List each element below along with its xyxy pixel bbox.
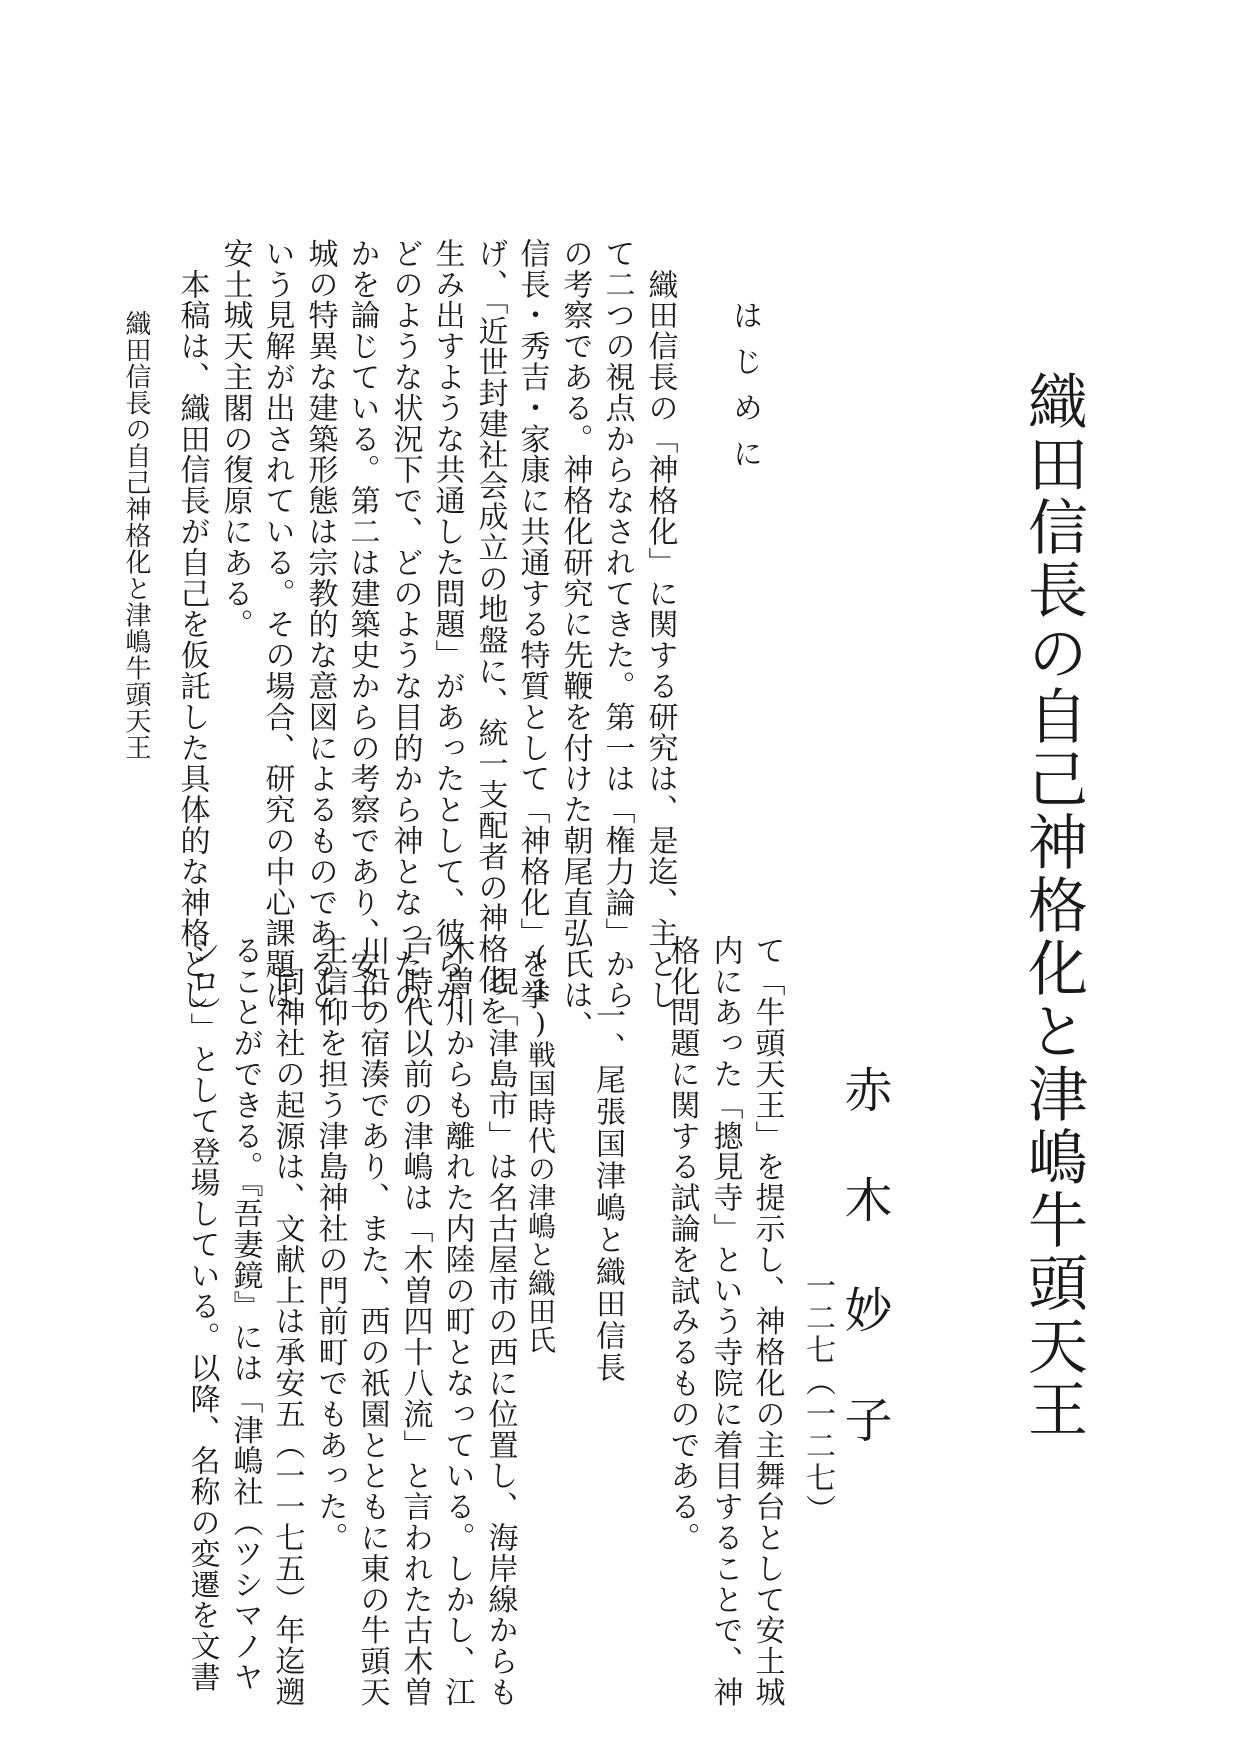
intro-heading: はじめに bbox=[727, 300, 762, 484]
intro-line: 信長・秀吉・家康に共通する特質として「神格化」を挙 bbox=[514, 238, 550, 1011]
page-number: 一二七（一二七） bbox=[800, 1270, 835, 1526]
section-line: ることができる。『吾妻鏡』には「津嶋社（ツシマノヤ bbox=[227, 935, 263, 1693]
intro-line: の考察である。神格化研究に先鞭を付けた朝尾直弘氏は、 bbox=[557, 238, 593, 1042]
intro-line: どのような状況下で、どのような目的から神となったの bbox=[387, 238, 423, 1011]
intro-line: かを論じている。第二は建築史からの考察であり、安土 bbox=[344, 238, 380, 1011]
intro-line: げ、「近世封建社会成立の地盤に、統一支配者の神格化を bbox=[472, 238, 508, 1027]
intro-line: いう見解が出されている。その場合、研究の中心課題は bbox=[259, 238, 295, 1011]
section-line: 王信仰を担う津島神社の門前町でもあった。 bbox=[312, 935, 348, 1553]
intro-line: て二つの視点からなされてきた。第一は「権力論」から bbox=[599, 238, 635, 1011]
continuation-line: 内にあった「摠見寺」という寺院に着目することで、神 bbox=[707, 935, 743, 1708]
intro-line: 織田信長の「神格化」に関する研究は、是迄、主とし bbox=[642, 238, 678, 1011]
continuation-line: て「牛頭天王」を提示し、神格化の主舞台として安土城 bbox=[749, 935, 785, 1708]
section-line: シロ）」として登場している。以降、名称の変遷を文書 bbox=[184, 935, 220, 1693]
intro-line: 城の特異な建築形態は宗教的な意図によるものであると bbox=[302, 238, 338, 1011]
section-line: 木曽川からも離れた内陸の町となっている。しかし、江 bbox=[439, 935, 475, 1708]
intro-line: 安土城天主閣の復原にある。 bbox=[217, 238, 253, 640]
running-head: 織田信長の自己神格化と津嶋牛頭天王 bbox=[121, 310, 151, 761]
section-line: 現「津島市」は名古屋市の西に位置し、海岸線からも bbox=[482, 935, 518, 1708]
subsection-heading: (1)戦国時代の津嶋と織田氏 bbox=[524, 940, 557, 1354]
continuation-line: 格化問題に関する試論を試みるものである。 bbox=[664, 935, 700, 1553]
intro-line: 本稿は、織田信長が自己を仮託した具体的な神格とし bbox=[174, 238, 210, 1011]
author-name: 赤木妙子 bbox=[836, 1065, 892, 1505]
article-title: 織田信長の自己神格化と津嶋牛頭天王 bbox=[1018, 370, 1088, 1441]
intro-line: 生み出すような共通した問題」があったとして、彼らが、 bbox=[429, 238, 465, 1042]
section-line: 川沿の宿湊であり、また、西の祇園とともに東の牛頭天 bbox=[354, 935, 390, 1708]
section-line: 戸時代以前の津嶋は「木曽四十八流」と言われた古木曽 bbox=[397, 935, 433, 1708]
section-line: 同神社の起源は、文献上は承安五（一一七五）年迄遡 bbox=[269, 935, 305, 1708]
section-heading: 一、尾張国津嶋と織田信長 bbox=[590, 1000, 625, 1384]
